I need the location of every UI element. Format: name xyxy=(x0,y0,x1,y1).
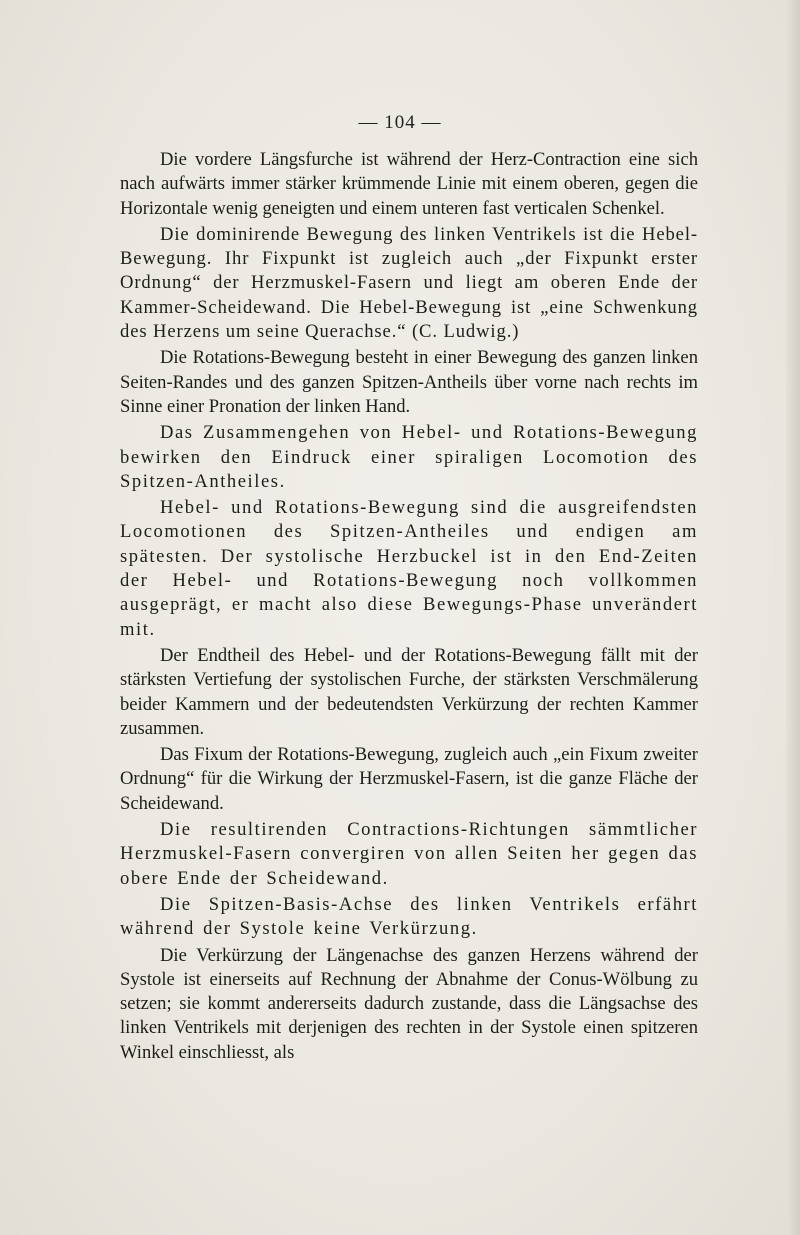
paragraph-rotation-fixum: Das Fixum der Rotations-Bewegung, zugleich auch „ein Fixum zweiter Ordnung“ für die Wirkung der Herzmuskel-Fasern, ist die ganze Fläche der Scheidewand. xyxy=(120,744,698,814)
paragraph-longitudinal-furrow: Die vordere Längsfurche ist während der Herz-Contraction eine sich nach aufwärts immer stärker krümmende Linie mit einem oberen, gegen die Horizontale wenig geneigten und einem unteren fast verticalen Schenkel. xyxy=(120,149,698,219)
paragraph-lever-movement: Die dominirende Bewegung des linken Ventrikels ist die Hebel-Bewegung. Ihr Fixpunkt ist zugleich auch „der Fixpunkt erster Ordnung“ der Herzmuskel-Fasern und liegt am oberen Ende der Kammer-Scheidewand. Die Hebel-Bewegung ist „eine Schwenkung des Herzens um seine Querachse.“ (C. Ludwig.) xyxy=(120,223,698,343)
paragraph-rotation-movement: Die Rotations-Bewegung besteht in einer Bewegung des ganzen linken Seiten-Randes und des ganzen Spitzen-Antheils über vorne nach rechts im Sinne einer Pronation der linken Hand. xyxy=(120,347,698,417)
page-edge xyxy=(786,0,800,1235)
page-number: — 104 — xyxy=(358,112,442,133)
paragraph-contraction-directions: Die resultirenden Contractions-Richtungen sämmtlicher Herzmuskel-Fasern convergiren von allen Seiten her gegen das obere Ende der Scheidewand. xyxy=(120,819,698,889)
paragraph-apex-base-axis: Die Spitzen-Basis-Achse des linken Ventrikels erfährt während der Systole keine Verkürzung. xyxy=(120,893,698,940)
paragraph-end-phase: Der Endtheil des Hebel- und der Rotations-Bewegung fällt mit der stärksten Vertiefung der systolischen Furche, der stärksten Verschmälerung beider Kammern und der bedeutendsten Verkürzung der rechten Kammer zusammen. xyxy=(120,644,698,739)
paragraph-spiral-locomotion: Das Zusammengehen von Hebel- und Rotations-Bewegung bewirken den Eindruck einer spiraligen Locomotion des Spitzen-Antheiles. xyxy=(120,422,698,492)
body-text xyxy=(120,148,698,1067)
paragraph-far-reaching-locomotions: Hebel- und Rotations-Bewegung sind die ausgreifendsten Locomotionen des Spitzen-Antheiles und endigen am spätesten. Der systolische Herzbuckel ist in den End-Zeiten der Hebel- und Rotations-Bewegung noch vollkommen ausgeprägt, er macht also diese Bewegungs-Phase unverändert mit. xyxy=(120,497,698,640)
paragraph-length-axis-shortening: Die Verkürzung der Längenachse des ganzen Herzens während der Systole ist einerseits auf Rechnung der Abnahme der Conus-Wölbung zu setzen; sie kommt andererseits dadurch zustande, dass die Längsachse des linken Ventrikels mit derjenigen des rechten in der Systole einen spitzeren Winkel einschliesst, als xyxy=(120,944,698,1063)
